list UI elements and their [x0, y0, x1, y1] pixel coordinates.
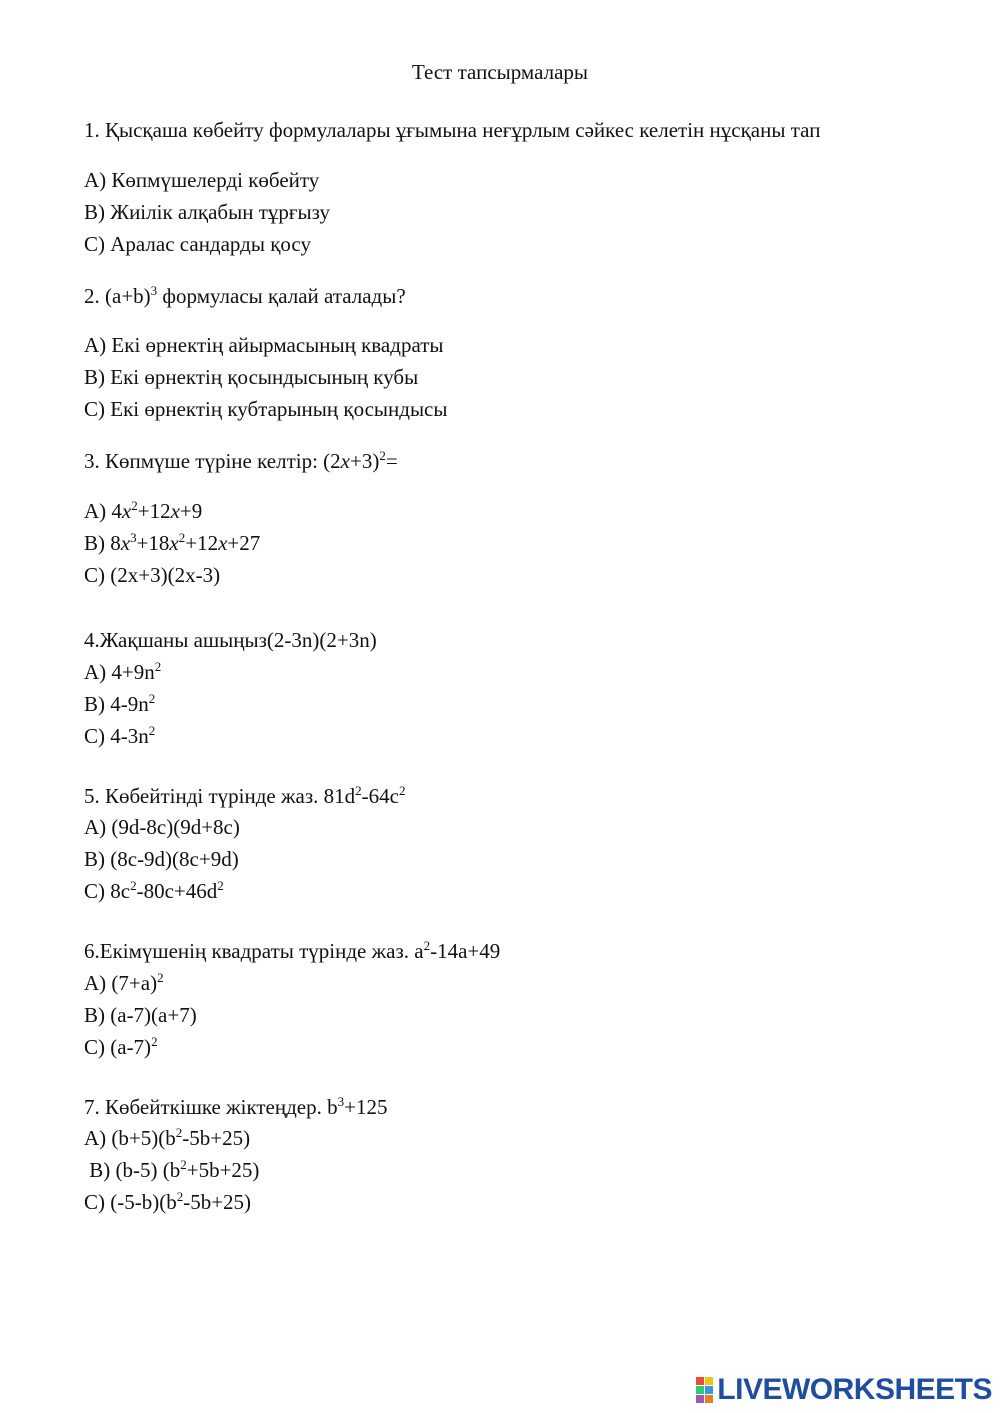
- q7-a-post: -5b+25): [182, 1126, 251, 1150]
- logo-square: [705, 1395, 713, 1403]
- q3-a-pre: A) 4: [84, 499, 122, 523]
- q6-option-b: B) (a-7)(a+7): [84, 1003, 197, 1027]
- q5-option-c: [84, 878, 224, 904]
- q3-exponent: 2: [379, 448, 386, 463]
- q2-exponent: 3: [150, 283, 158, 298]
- q2-text-pre: 2. (a+b): [84, 284, 151, 308]
- q3-a-var2: x: [170, 499, 180, 523]
- q3-b-var1: x: [120, 531, 131, 555]
- q1-option-a: A) Көпмүшелерді көбейту: [84, 168, 320, 192]
- q5-option-b: B) (8c-9d)(8c+9d): [84, 847, 239, 871]
- q3-b-var2: x: [169, 531, 179, 555]
- q3-option-c: C) (2x+3)(2x-3): [84, 563, 221, 587]
- q3-b-var3: x: [218, 531, 228, 555]
- q4-option-a: [84, 659, 161, 685]
- q3-text-pre: 3. Көпмүше түріне келтір: (2: [84, 449, 341, 473]
- q5-option-a: A) (9d-8c)(9d+8c): [84, 815, 240, 839]
- q3-variable: x: [340, 449, 350, 473]
- q5-exp1: 2: [355, 783, 362, 798]
- q3-b-mid2: +12: [185, 531, 219, 555]
- q4-b-exp: 2: [148, 691, 156, 706]
- q6-text-post: -14a+49: [430, 939, 501, 963]
- logo-square: [705, 1377, 713, 1385]
- q2-option-c: C) Екі өрнектің кубтарының қосындысы: [84, 397, 448, 421]
- q5-text-mid: -64c: [361, 784, 399, 808]
- question-4: 4.Жақшаны ашыңыз(2-3n)(2+3n): [84, 628, 377, 652]
- q5-c-exp1: 2: [130, 878, 137, 893]
- q2-option-b: B) Екі өрнектің қосындысының кубы: [84, 365, 419, 389]
- q6-exp: 2: [423, 938, 431, 953]
- q7-b-pre: B) (b-5) (b: [84, 1158, 181, 1182]
- q6-a-text: A) (7+a): [84, 971, 158, 995]
- question-1: 1. Қысқаша көбейту формулалары ұғымына неғұрлым сәйкес келетін нұсқаны тап: [84, 118, 821, 142]
- q7-text-post: +125: [344, 1095, 388, 1119]
- q5-c-mid: -80c+46d: [136, 879, 218, 903]
- liveworksheets-watermark: [696, 1373, 992, 1407]
- logo-square: [696, 1377, 704, 1385]
- q6-a-exp: 2: [157, 970, 164, 985]
- q3-a-exp: 2: [131, 498, 138, 513]
- question-6: [84, 938, 500, 964]
- q3-text-post: =: [385, 449, 398, 473]
- q3-b-post: +27: [227, 531, 261, 555]
- logo-square: [705, 1386, 713, 1394]
- q3-b-pre: B) 8: [84, 531, 121, 555]
- q1-option-b: B) Жиілік алқабын тұрғызу: [84, 200, 330, 224]
- q5-text-pre: 5. Көбейтінді түрінде жаз. 81d: [84, 784, 356, 808]
- question-5: [84, 783, 405, 809]
- q3-text-mid: +3): [350, 449, 380, 473]
- q5-c-pre: C) 8c: [84, 879, 131, 903]
- q4-a-text: A) 4+9n: [84, 660, 155, 684]
- q2-option-a: A) Екі өрнектің айырмасының квадраты: [84, 333, 444, 357]
- logo-square: [696, 1386, 704, 1394]
- logo-square: [696, 1395, 704, 1403]
- q3-a-var1: x: [121, 499, 132, 523]
- q7-option-a: [84, 1125, 250, 1151]
- q4-option-b: [84, 691, 155, 717]
- q7-exp: 3: [337, 1094, 345, 1109]
- q6-c-exp: 2: [151, 1034, 158, 1049]
- q7-b-post: +5b+25): [186, 1158, 260, 1182]
- q3-option-a: [84, 498, 202, 524]
- q7-option-c: [84, 1189, 251, 1215]
- question-7: [84, 1094, 387, 1120]
- q4-a-exp: 2: [154, 659, 162, 674]
- q3-b-exp2: 2: [178, 530, 186, 545]
- q7-c-post: -5b+25): [183, 1190, 252, 1214]
- q2-text-post: формуласы қалай аталады?: [157, 284, 406, 308]
- q7-c-pre: C) (-5-b)(b: [84, 1190, 177, 1214]
- q6-option-c: [84, 1034, 158, 1060]
- q1-option-c: C) Аралас сандарды қосу: [84, 232, 311, 256]
- q7-a-exp: 2: [175, 1125, 183, 1140]
- q5-c-exp2: 2: [217, 878, 224, 893]
- q3-a-mid: +12: [137, 499, 171, 523]
- q7-a-pre: A) (b+5)(b: [84, 1126, 176, 1150]
- q3-b-mid1: +18: [136, 531, 170, 555]
- q3-a-post: +9: [179, 499, 203, 523]
- q5-exp2: 2: [398, 783, 406, 798]
- q4-b-text: B) 4-9n: [84, 692, 149, 716]
- liveworksheets-logo-icon: [696, 1377, 713, 1403]
- q6-option-a: [84, 970, 164, 996]
- q7-text-pre: 7. Көбейткішке жіктеңдер. b: [84, 1095, 338, 1119]
- q7-c-exp: 2: [176, 1189, 184, 1204]
- q7-option-b: [84, 1157, 259, 1183]
- question-3: [84, 448, 398, 474]
- page-title: Тест тапсырмалары: [411, 60, 588, 84]
- q3-option-b: [84, 530, 260, 556]
- q7-b-exp: 2: [180, 1157, 187, 1172]
- q3-b-exp1: 3: [130, 530, 137, 545]
- q4-c-text: C) 4-3n: [84, 724, 149, 748]
- liveworksheets-wordmark: LIVEWORKSHEETS: [717, 1373, 992, 1406]
- q4-c-exp: 2: [148, 723, 156, 738]
- q6-c-text: C) (a-7): [84, 1035, 152, 1059]
- question-2: [84, 283, 406, 309]
- q6-text-pre: 6.Екімүшенің квадраты түрінде жаз. a: [84, 939, 424, 963]
- q4-option-c: [84, 723, 155, 749]
